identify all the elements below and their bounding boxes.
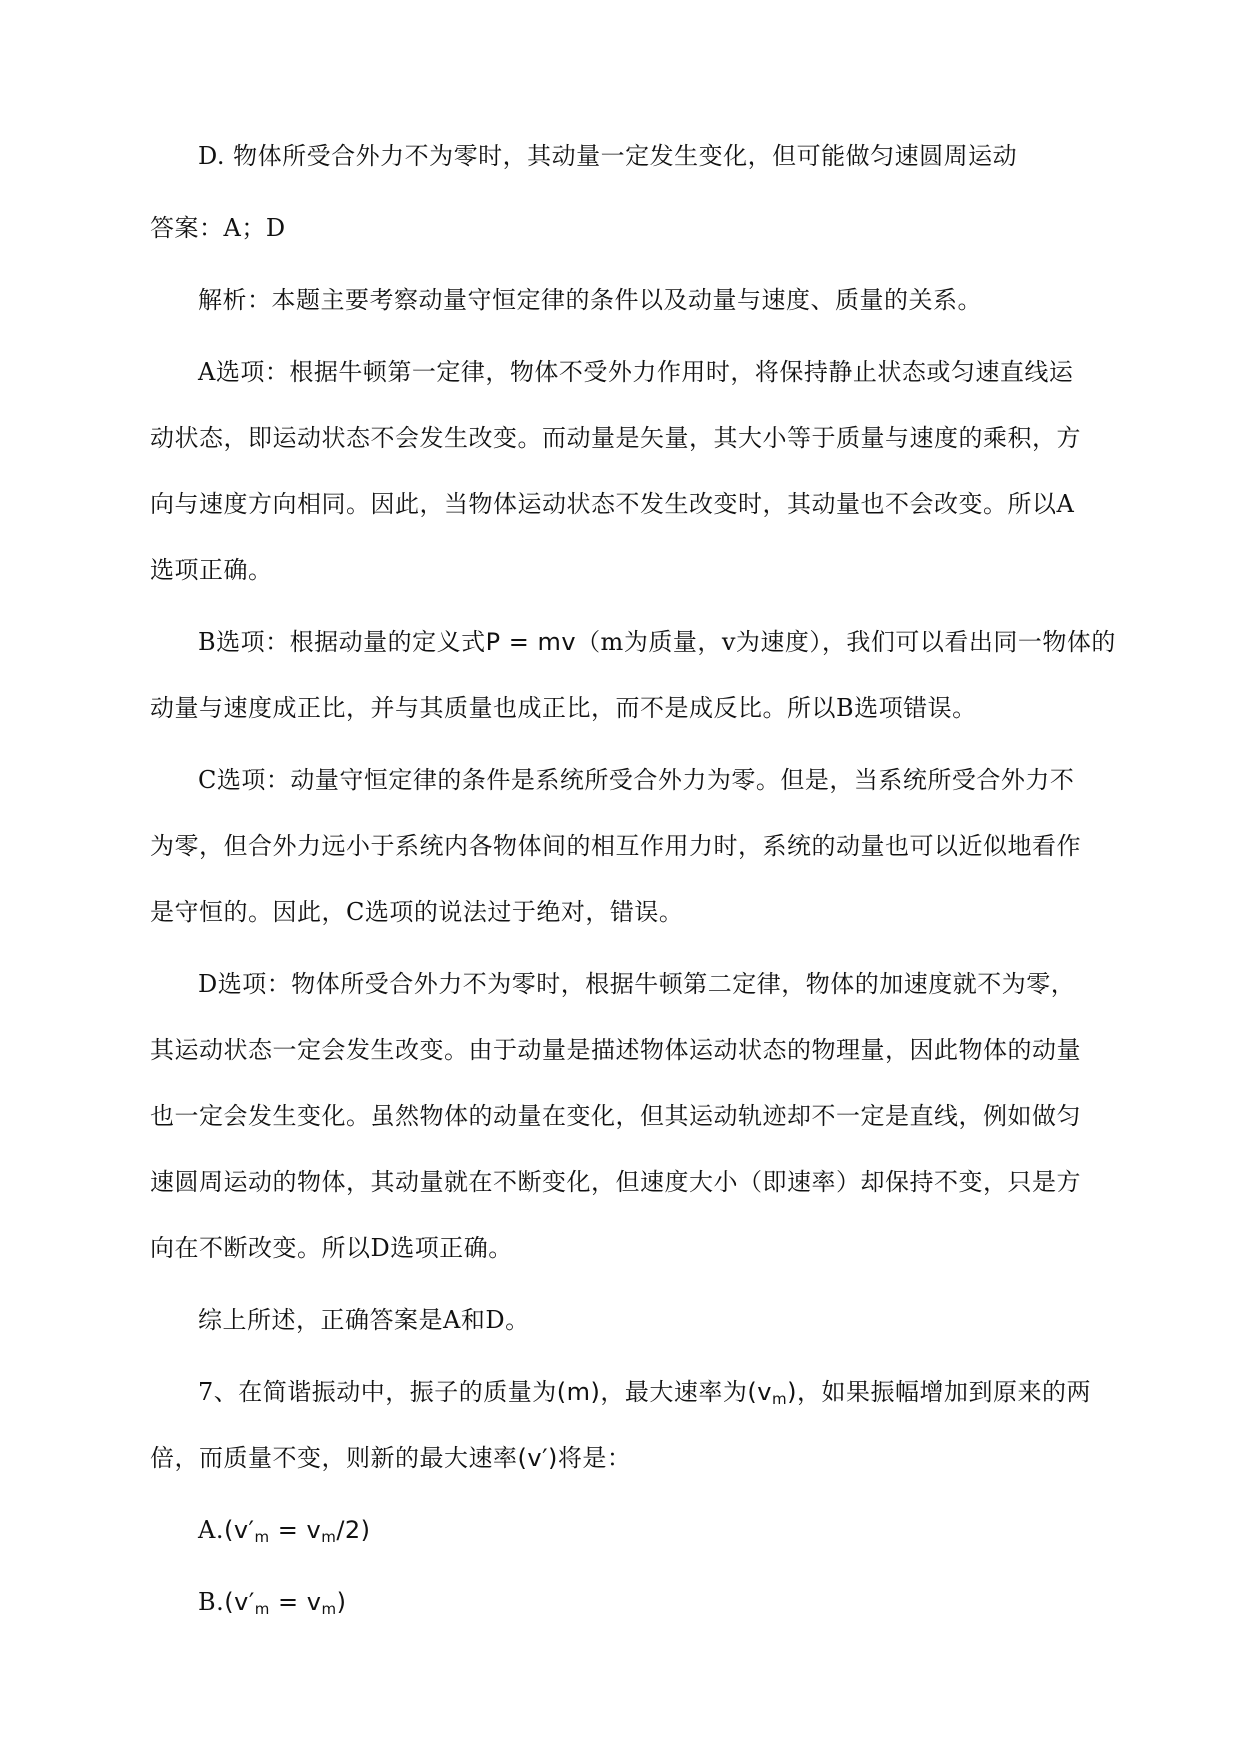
option-label: A.	[198, 1516, 224, 1544]
analysis-intro	[150, 284, 1090, 317]
option-a	[150, 1514, 1090, 1547]
math-part: (v′	[223, 1516, 255, 1544]
paragraph-b-line-1	[150, 626, 1116, 659]
text-run: A选项：根据牛顿第一定律，物体不受外力作用时，将保持静止状态或匀速直线运	[198, 358, 1074, 386]
math-mass: (m)	[556, 1378, 601, 1406]
text-run: 为零，但合外力远小于系统内各物体间的相互作用力时，系统的动量也可以近似地看作	[150, 832, 1081, 860]
text-run: 其运动状态一定会发生改变。由于动量是描述物体运动状态的物理量，因此物体的动量	[150, 1036, 1081, 1064]
paragraph-c-line-3	[150, 896, 1090, 929]
paragraph-c-line-2	[150, 830, 1090, 863]
question-7-line-2	[150, 1442, 1090, 1475]
math-part: /2)	[336, 1516, 371, 1544]
math-subscript: m	[254, 1600, 270, 1618]
text-run: B选项：根据动量的定义式	[198, 628, 486, 656]
paragraph-a-line-2	[150, 422, 1090, 455]
text-run: （m为质量，v为速度），我们可以看出同一物体的	[576, 628, 1116, 656]
text-run: ，如果振幅增加到原来的两	[796, 1378, 1091, 1406]
math-part: )	[336, 1588, 347, 1616]
text-run: 向在不断改变。所以D选项正确。	[150, 1234, 513, 1262]
document-page	[150, 140, 1116, 1619]
text-run: 速圆周运动的物体，其动量就在不断变化，但速度大小（即速率）却保持不变，只是方	[150, 1168, 1081, 1196]
paragraph-d-line-3	[150, 1100, 1090, 1133]
paragraph-a-line-3	[150, 488, 1090, 521]
text-run: 倍，而质量不变，则新的最大速率	[150, 1444, 518, 1472]
answer-line	[150, 212, 1090, 245]
option-label: B.	[198, 1588, 225, 1616]
text-run: 也一定会发生变化。虽然物体的动量在变化，但其运动轨迹却不一定是直线，例如做匀	[150, 1102, 1081, 1130]
question-7-line-1	[150, 1376, 1090, 1409]
paragraph-d-line-1	[150, 968, 1090, 1001]
math-subscript: m	[254, 1528, 270, 1546]
text-run: C选项：动量守恒定律的条件是系统所受合外力为零。但是，当系统所受合外力不	[198, 766, 1075, 794]
paragraph-d-line-5	[150, 1232, 1090, 1265]
math-vmax	[747, 1378, 797, 1406]
text-run: 是守恒的。因此，C选项的说法过于绝对，错误。	[150, 898, 684, 926]
summary-line	[150, 1304, 1090, 1337]
paragraph-a-line-1	[150, 356, 1090, 389]
formula: P = mv	[485, 628, 577, 656]
math-subscript: m	[321, 1528, 337, 1546]
option-d-line	[150, 140, 1090, 173]
paragraph-d-line-2	[150, 1034, 1090, 1067]
math-part: (v′	[224, 1588, 255, 1616]
paragraph-c-line-1	[150, 764, 1090, 797]
text-run: 答案：A；D	[150, 214, 286, 242]
text-run: 动状态，即运动状态不会发生改变。而动量是矢量，其大小等于质量与速度的乘积，方	[150, 424, 1081, 452]
math-subscript: m	[321, 1600, 337, 1618]
text-run: D. 物体所受合外力不为零时，其动量一定发生变化，但可能做匀速圆周运动	[198, 142, 1018, 170]
text-run: 向与速度方向相同。因此，当物体运动状态不发生改变时，其动量也不会改变。所以A	[150, 490, 1075, 518]
text-run: 7、在简谐振动中，振子的质量为	[198, 1378, 557, 1406]
text-run: 选项正确。	[150, 556, 273, 584]
text-run: 将是：	[557, 1444, 632, 1472]
math-part: = v	[269, 1588, 322, 1616]
option-b	[150, 1586, 1090, 1619]
paragraph-b-line-2	[150, 692, 1090, 725]
math-part: = v	[269, 1516, 322, 1544]
paragraph-d-line-4	[150, 1166, 1090, 1199]
math-vprime: (v′)	[517, 1444, 558, 1472]
math-subscript: m	[771, 1390, 788, 1408]
text-run: 综上所述，正确答案是A和D。	[198, 1306, 530, 1334]
option-formula	[224, 1588, 346, 1616]
paragraph-a-line-4	[150, 554, 1090, 587]
text-run: D选项：物体所受合外力不为零时，根据牛顿第二定律，物体的加速度就不为零，	[198, 970, 1076, 998]
text-run: 动量与速度成正比，并与其质量也成正比，而不是成反比。所以B选项错误。	[150, 694, 977, 722]
option-formula	[224, 1516, 371, 1544]
text-run: ，最大速率为	[600, 1378, 748, 1406]
text-run: 解析：本题主要考察动量守恒定律的条件以及动量与速度、质量的关系。	[198, 286, 982, 314]
math-part: )	[787, 1378, 797, 1406]
math-part: (v	[747, 1378, 772, 1406]
